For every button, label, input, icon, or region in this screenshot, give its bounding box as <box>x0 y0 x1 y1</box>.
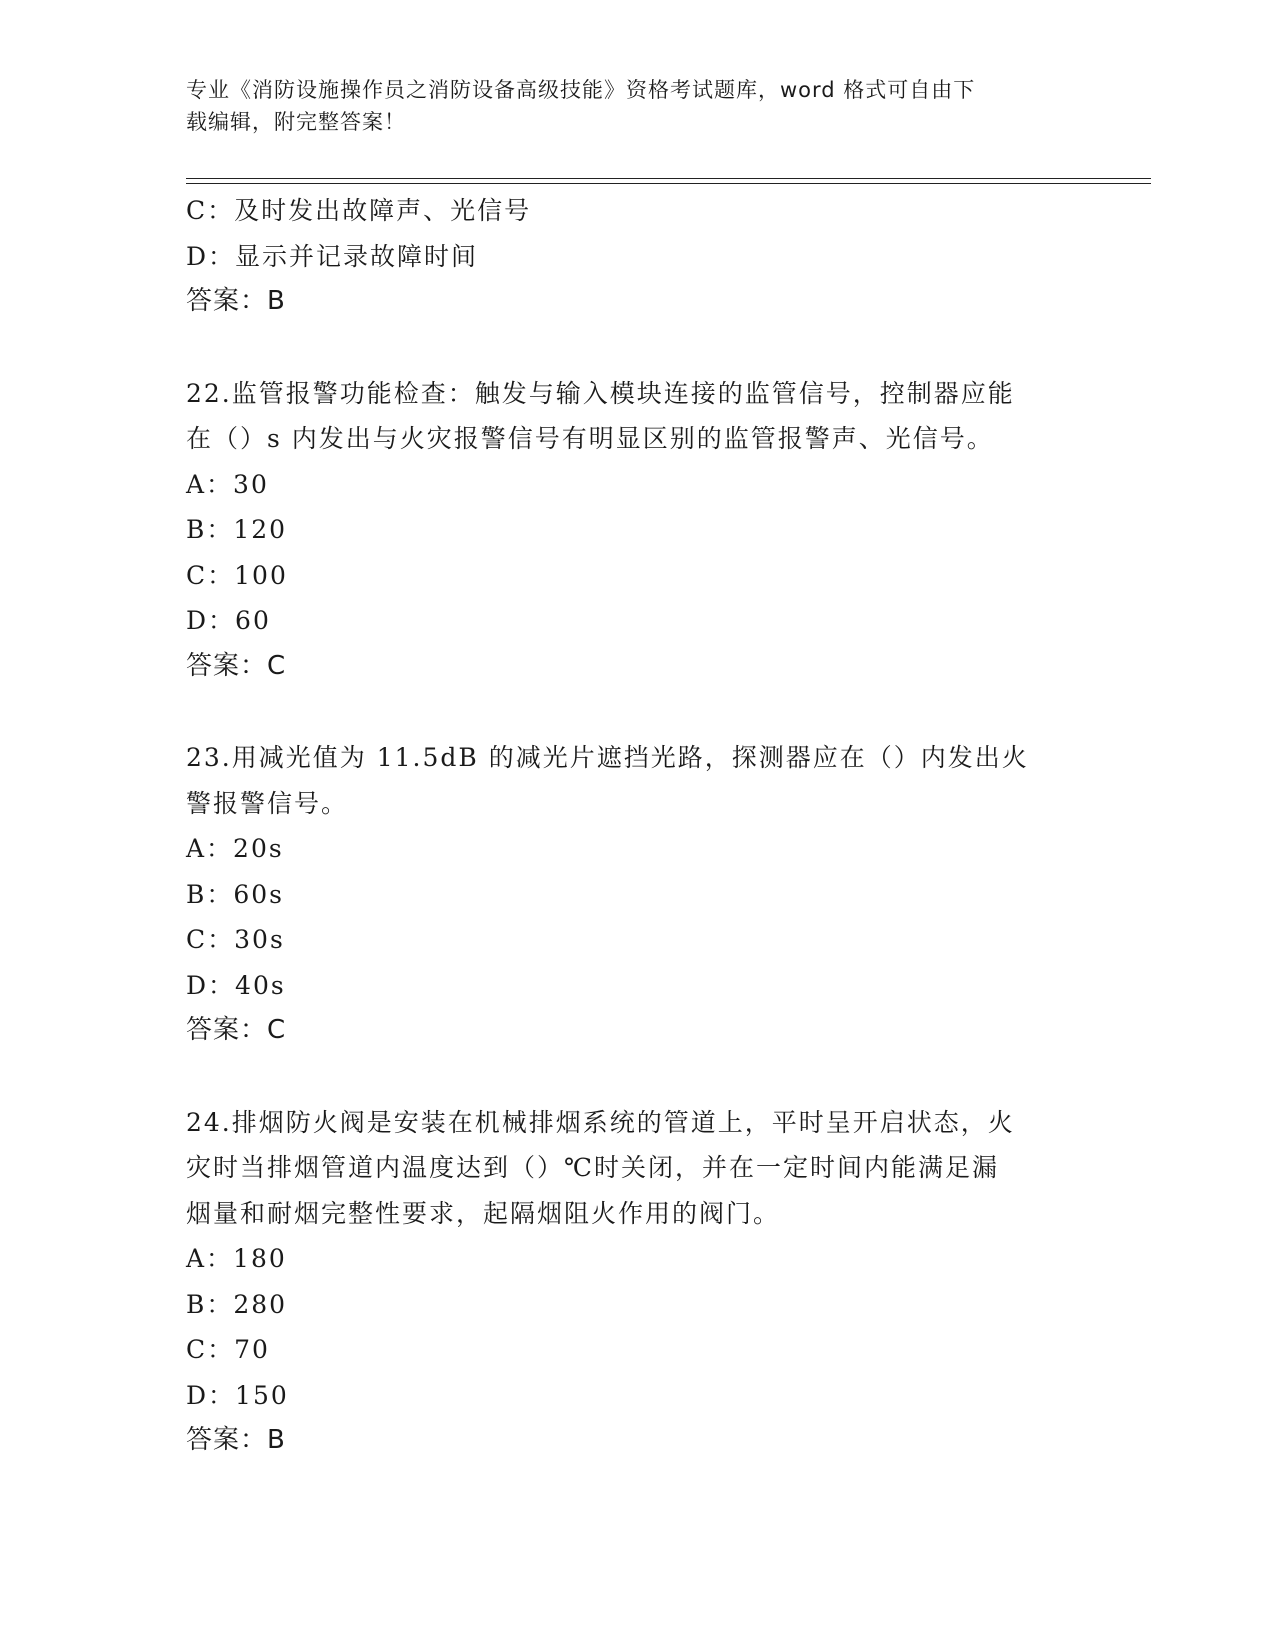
answer-line: 答案：B <box>186 286 286 316</box>
option-a: A：20s <box>186 834 284 863</box>
option-a: A：180 <box>186 1244 287 1273</box>
question-stem-line: 烟量和耐烟完整性要求，起隔烟阻火作用的阀门。 <box>186 1198 781 1228</box>
option-c: C：及时发出故障声、光信号 <box>186 196 532 225</box>
answer-line: 答案：C <box>186 650 287 681</box>
question-stem-line: 22.监管报警功能检查：触发与输入模块连接的监管信号，控制器应能 <box>186 378 1015 408</box>
document-header <box>186 74 1066 138</box>
question-24 <box>186 1100 1086 1464</box>
option-d: D：40s <box>186 970 286 1000</box>
answer-line: 答案：C <box>186 1015 287 1045</box>
header-line-2: 载编辑，附完整答案！ <box>186 110 406 134</box>
header-divider-bottom <box>186 183 1151 184</box>
option-d: D：150 <box>186 1380 289 1410</box>
question-stem-line: 警报警信号。 <box>186 788 349 818</box>
question-stem-line: 24.排烟防火阀是安装在机械排烟系统的管道上，平时呈开启状态，火 <box>186 1107 1015 1137</box>
option-c: C：100 <box>186 560 288 590</box>
answer-line: 答案：B <box>186 1425 286 1455</box>
header-divider-top <box>186 178 1151 179</box>
question-stem-line: 23.用减光值为 11.5dB 的减光片遮挡光路，探测器应在（）内发出火 <box>186 743 1029 772</box>
option-d: D：60 <box>186 606 271 635</box>
question-stem-line: 灾时当排烟管道内温度达到（）℃时关闭，并在一定时间内能满足漏 <box>186 1153 999 1182</box>
question-23 <box>186 735 1086 1054</box>
question-22 <box>186 371 1086 690</box>
question-stem-line: 在（）s 内发出与火灾报警信号有明显区别的监管报警声、光信号。 <box>186 424 994 453</box>
option-a: A：30 <box>186 469 269 499</box>
header-line-1: 专业《消防设施操作员之消防设备高级技能》资格考试题库，word 格式可自由下 <box>186 78 976 102</box>
question-content <box>186 188 1086 1464</box>
option-d: D：显示并记录故障时间 <box>186 241 479 271</box>
option-c: C：30s <box>186 925 285 954</box>
question-21-continued <box>186 188 1086 325</box>
option-b: B：60s <box>186 879 285 909</box>
option-b: B：120 <box>186 515 288 544</box>
option-c: C：70 <box>186 1335 270 1364</box>
option-b: B：280 <box>186 1289 288 1319</box>
